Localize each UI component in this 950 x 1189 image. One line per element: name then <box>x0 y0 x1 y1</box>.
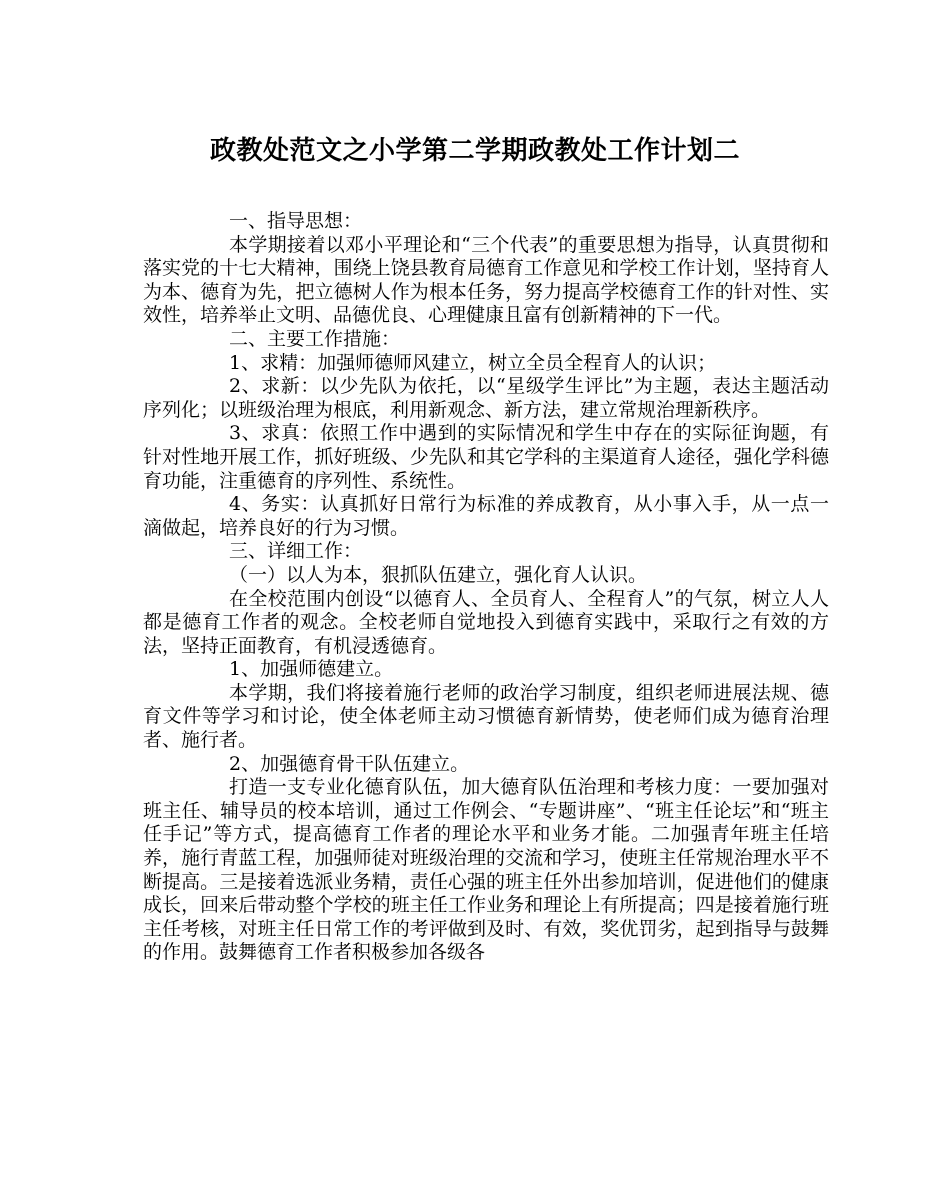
paragraph: 本学期接着以邓小平理论和“三个代表”的重要思想为指导，认真贯彻和落实党的十七大精神，围绕上饶县教育局德育工作意见和学校工作计划，坚持育人为本、德育为先，把立德树人作为根本任务，努力提高学校德育工作的针对性、实效性，培养举止文明、品德优良、心理健康且富有创新精神的下一代。 <box>143 233 829 327</box>
paragraph: 三、详细工作： <box>229 540 363 563</box>
paragraph: 二、主要工作措施： <box>229 327 401 350</box>
paragraph: 2、求新：以少先队为依托，以“星级学生评比”为主题，表达主题活动序列化；以班级治理为根底，利用新观念、新方法，建立常规治理新秩序。 <box>143 375 829 421</box>
document-title: 政教处范文之小学第二学期政教处工作计划二 <box>209 136 740 166</box>
paragraph: 在全校范围内创设“以德育人、全员育人、全程育人”的气氛，树立人人都是德育工作者的观念。全校老师自觉地投入到德育实践中，采取行之有效的方法，坚持正面教育，有机浸透德育。 <box>143 587 829 657</box>
paragraph: （一）以人为本，狠抓队伍建立，强化育人认识。 <box>229 563 648 586</box>
paragraph: 打造一支专业化德育队伍，加大德育队伍治理和考核力度：一要加强对班主任、辅导员的校本培训，通过工作例会、“专题讲座”、“班主任论坛”和“班主任手记”等方式，提高德育工作者的理论水平和业务才能。二加强青年班主任培养，施行青蓝工程，加强师徒对班级治理的交流和学习，使班主任常规治理水平不断提高。三是接着选派业务精，责任心强的班主任外出参加培训，促进他们的健康成长，回来后带动整个学校的班主任工作业务和理论上有所提高；四是接着施行班主任考核，对班主任日常工作的考评做到及时、有效，奖优罚劣，起到指导与鼓舞的作用。鼓舞德育工作者积极参加各级各 <box>143 776 829 964</box>
paragraph: 1、求精：加强师德师风建立，树立全员全程育人的认识； <box>229 351 717 374</box>
document-body <box>143 210 829 965</box>
paragraph: 1、加强师德建立。 <box>229 658 394 681</box>
paragraph: 一、指导思想： <box>229 210 363 232</box>
paragraph: 本学期，我们将接着施行老师的政治学习制度，组织老师进展法规、德育文件等学习和讨论，使全体老师主动习惯德育新情势，使老师们成为德育治理者、施行者。 <box>143 681 829 752</box>
paragraph: 3、求真：依照工作中遇到的实际情况和学生中存在的实际征询题，有针对性地开展工作，抓好班级、少先队和其它学科的主渠道育人途径，强化学科德育功能，注重德育的序列性、系统性。 <box>143 422 829 492</box>
paragraph: 4、务实：认真抓好日常行为标准的养成教育，从小事入手，从一点一滴做起，培养良好的行为习惯。 <box>143 493 829 539</box>
paragraph: 2、加强德育骨干队伍建立。 <box>229 752 470 775</box>
